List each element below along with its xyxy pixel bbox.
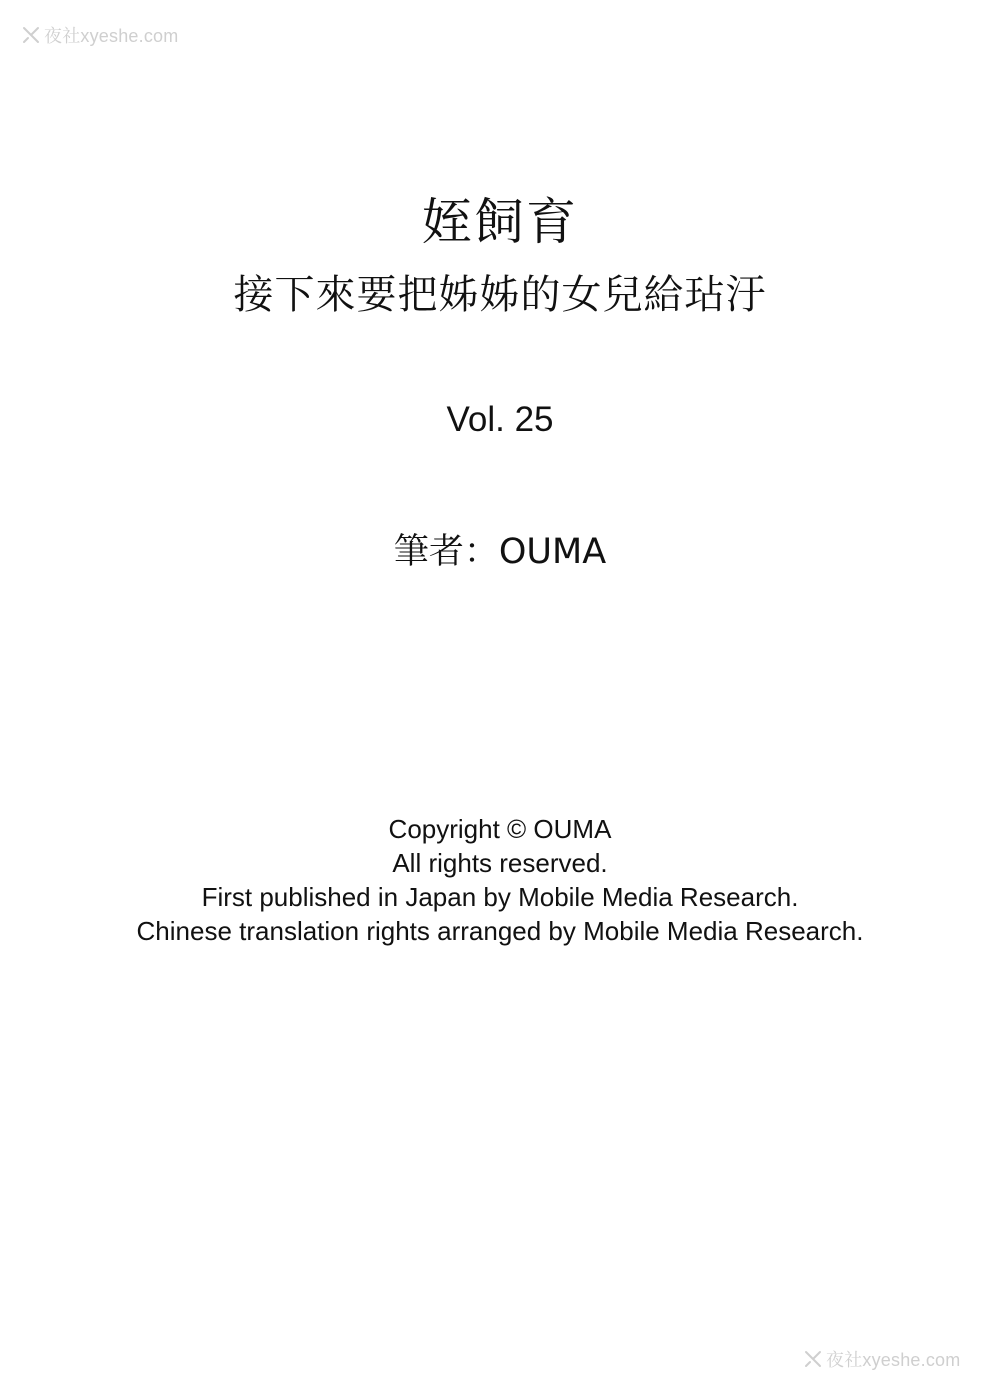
author-credit: 筆者：OUMA xyxy=(393,532,607,572)
x-logo-icon xyxy=(804,1350,822,1368)
copyright-notice xyxy=(0,812,1000,948)
watermark-bottom xyxy=(804,1346,960,1372)
translation-rights-line: Chinese translation rights arranged by Mobile Media Research. xyxy=(136,916,864,946)
rights-line: All rights reserved. xyxy=(392,848,608,878)
x-logo-icon xyxy=(22,26,40,44)
watermark-top-text: 夜社xyeshe.com xyxy=(44,26,179,46)
copyright-line: Copyright © OUMA xyxy=(388,814,612,844)
watermark-top xyxy=(22,22,178,48)
publication-line: First published in Japan by Mobile Media Research. xyxy=(201,882,799,912)
watermark-bottom-text: 夜社xyeshe.com xyxy=(826,1350,961,1370)
page-subtitle: 接下來要把姊姊的女兒給玷汙 xyxy=(233,272,767,318)
volume-number: Vol. 25 xyxy=(446,400,554,439)
page-title: 姪飼育 xyxy=(422,193,578,251)
